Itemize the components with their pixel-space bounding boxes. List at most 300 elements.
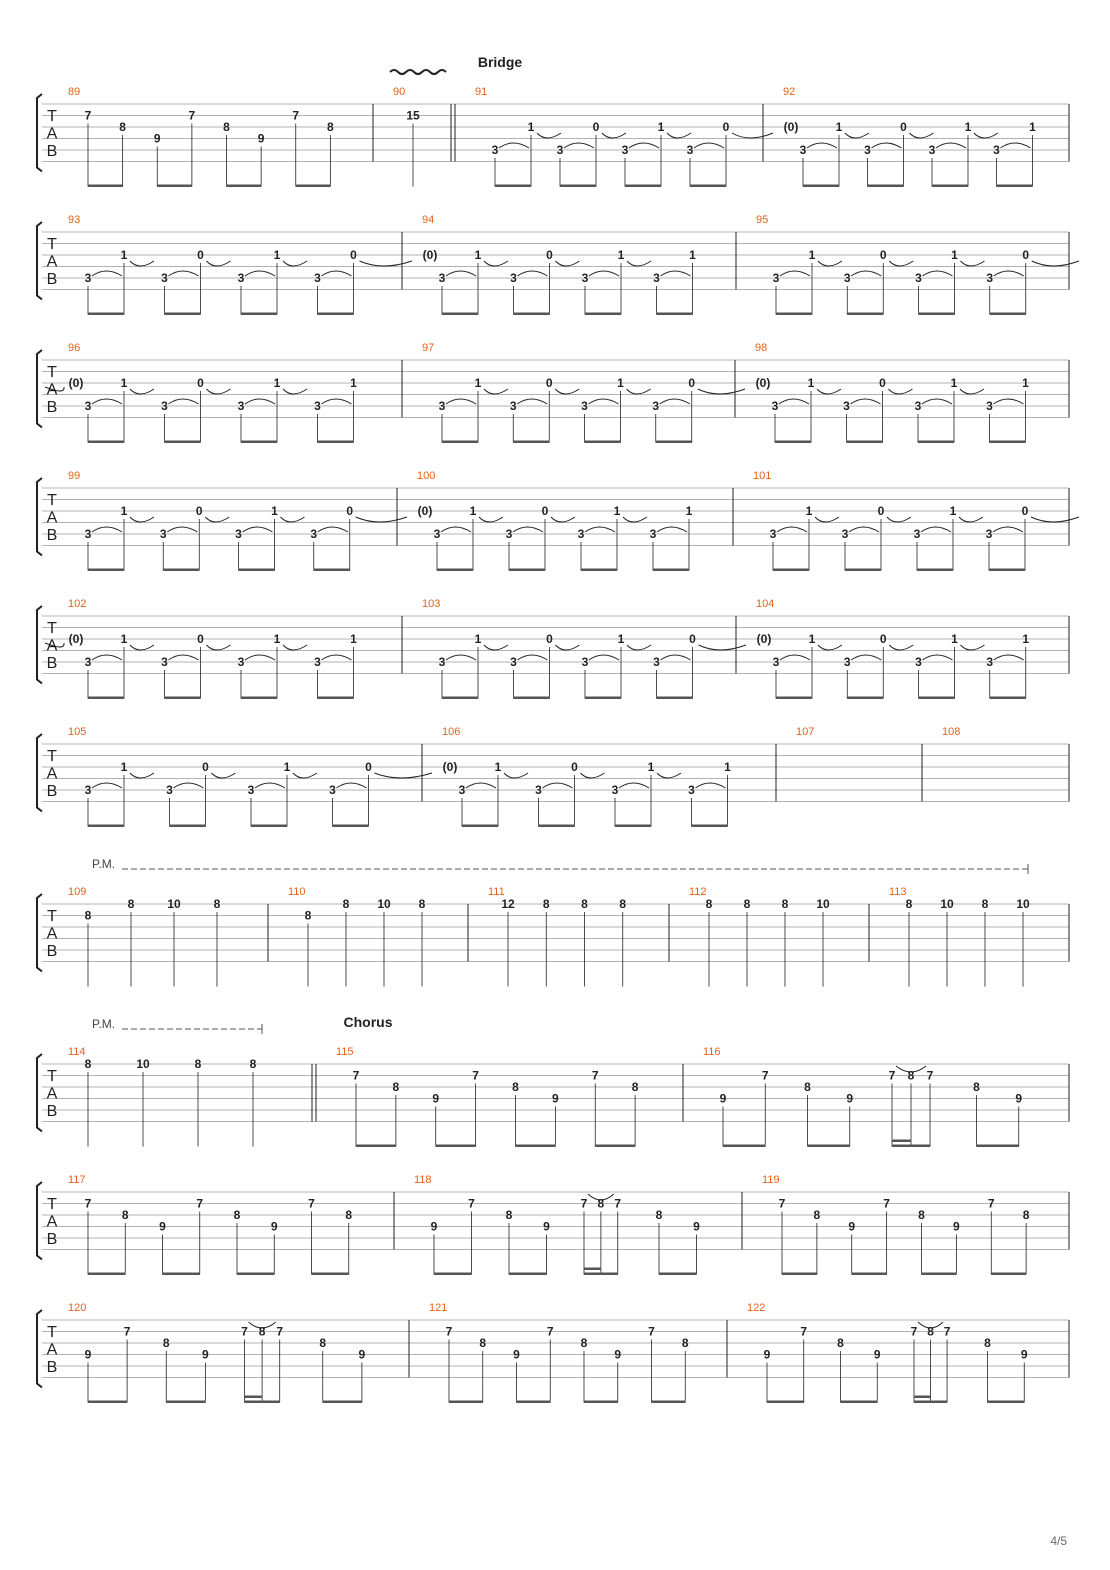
tab-clef-letter: T (47, 236, 57, 253)
measure-number: 102 (68, 598, 87, 610)
beam (625, 185, 661, 188)
vibrato-mark (390, 70, 446, 74)
beam (653, 569, 689, 572)
tab-clef-letter: B (46, 399, 58, 416)
fret-number: 9 (159, 1219, 166, 1234)
tab-system (37, 598, 1069, 699)
let-ring-slur (245, 399, 275, 404)
let-ring-slur (446, 271, 476, 276)
tie-slur (627, 389, 651, 394)
system-bracket (37, 734, 42, 812)
fret-number: 3 (84, 527, 92, 541)
fret-number: 1 (120, 248, 128, 262)
system-bracket (37, 94, 42, 172)
fret-number: 3 (438, 399, 446, 413)
let-ring-slur (807, 143, 837, 148)
measure-number: 119 (762, 1174, 780, 1186)
let-ring-slur (92, 271, 122, 276)
beam (513, 441, 549, 444)
tie-slur (537, 133, 561, 138)
fret-number: 7 (926, 1068, 934, 1083)
beam (585, 313, 621, 316)
let-ring-slur (564, 143, 594, 148)
tab-clef-letter: T (47, 1324, 57, 1341)
tab-system (37, 54, 1069, 187)
let-ring-slur (441, 527, 471, 532)
beam (917, 569, 953, 572)
fret-number: 9 (846, 1091, 854, 1106)
beam (314, 569, 350, 572)
tie-slur (212, 773, 236, 778)
fret-number: 1 (494, 760, 502, 774)
fret-number: 7 (196, 1196, 204, 1211)
fret-number: 9 (763, 1347, 771, 1362)
fret-number: 8 (392, 1080, 400, 1094)
let-ring-slur (936, 143, 966, 148)
fret-number: 0 (879, 248, 887, 262)
tie-slur (581, 773, 605, 778)
beam (88, 1273, 125, 1276)
let-ring-slur (518, 271, 548, 276)
let-ring-slur (780, 271, 810, 276)
fret-number: (0) (756, 632, 772, 646)
beam-sixteenth (584, 1268, 601, 1271)
measure-number: 114 (68, 1046, 86, 1058)
tab-clef-letter: A (46, 125, 58, 143)
beam (990, 697, 1026, 700)
tab-clef-letter: B (46, 943, 58, 960)
tab-system (37, 1302, 1069, 1403)
let-ring-slur (322, 655, 352, 660)
fret-number: 0 (197, 632, 204, 646)
beam (560, 185, 596, 188)
fret-number: 7 (614, 1196, 622, 1211)
beam (585, 697, 621, 700)
fret-number: 8 (121, 1208, 129, 1222)
fret-number: 3 (581, 271, 589, 285)
fret-number: 9 (848, 1219, 856, 1234)
fret-number: 9 (693, 1219, 700, 1234)
measure-number: 101 (753, 470, 772, 482)
fret-number: 1 (808, 248, 816, 262)
beam (241, 313, 277, 316)
fret-number: 1 (617, 248, 625, 262)
fret-number: 10 (377, 897, 391, 911)
fret-number: 8 (813, 1208, 821, 1222)
beam (241, 697, 277, 700)
fret-number: 8 (981, 897, 989, 911)
fret-number: 8 (905, 897, 913, 911)
beam (165, 441, 201, 444)
fret-number: 3 (505, 527, 513, 541)
fret-number: 1 (647, 760, 655, 774)
fret-number: 1 (273, 632, 281, 646)
fret-number: 1 (1022, 376, 1029, 390)
fret-number: 3 (491, 143, 499, 157)
tie-slur (845, 133, 869, 138)
fret-number: 8 (194, 1057, 202, 1071)
let-ring-slur (589, 271, 619, 276)
beam (919, 697, 955, 700)
fret-number: 0 (1021, 504, 1029, 518)
tie-slur (281, 517, 305, 522)
fret-number: 9 (873, 1347, 881, 1362)
fret-number: 0 (722, 120, 730, 134)
section-label: Chorus (343, 1014, 393, 1030)
measure-number: 111 (488, 886, 505, 898)
fret-number: 0 (1022, 248, 1030, 262)
fret-number: 1 (724, 760, 731, 774)
fret-number: 0 (546, 248, 553, 262)
tab-clef-letter: A (46, 1341, 58, 1359)
beam (841, 1401, 878, 1404)
tie-slur (479, 517, 503, 522)
fret-number: 10 (816, 897, 830, 911)
beam (847, 441, 883, 444)
fret-number: 1 (273, 376, 281, 390)
beam (847, 313, 883, 316)
beam (163, 1273, 200, 1276)
fret-number: 1 (120, 760, 128, 774)
tie-slur (283, 389, 307, 394)
beam (782, 1273, 817, 1276)
palm-mute-label: P.M. (92, 1017, 116, 1031)
fret-number: 8 (781, 897, 789, 911)
fret-number: 0 (689, 632, 696, 646)
tie-slur (623, 517, 647, 522)
beam (919, 313, 955, 316)
tie-slur (556, 645, 580, 650)
system-bracket (37, 606, 42, 684)
fret-number: 7 (987, 1196, 995, 1211)
tie-slur (627, 261, 651, 266)
fret-number: 0 (202, 760, 209, 774)
beam (318, 441, 354, 444)
beam (462, 825, 498, 828)
fret-number: 1 (835, 120, 843, 134)
beam (659, 1273, 697, 1276)
system-bracket (37, 1310, 42, 1388)
tab-clef-letter: A (46, 765, 58, 783)
measure-number: 104 (756, 598, 775, 610)
fret-number: 8 (973, 1080, 980, 1094)
measure-number: 110 (288, 886, 306, 898)
fret-number: 3 (237, 271, 245, 285)
measure-number: 105 (68, 726, 87, 738)
fret-number: 8 (223, 120, 230, 134)
tab-clef-letter: B (46, 1359, 58, 1376)
fret-number: 10 (136, 1057, 150, 1071)
fret-number: 0 (350, 248, 357, 262)
beam (436, 1145, 476, 1148)
beam (539, 825, 575, 828)
beam (88, 313, 124, 316)
tie-slur (484, 389, 508, 394)
fret-number: 3 (237, 655, 245, 669)
measure-number: 98 (755, 342, 768, 354)
tie-slur (283, 645, 307, 650)
fret-number: 7 (84, 1196, 92, 1211)
beam (514, 313, 550, 316)
measure-number: 91 (475, 86, 488, 98)
fret-number: 3 (581, 399, 588, 413)
fret-number: 3 (161, 655, 168, 669)
fret-number: 3 (688, 783, 695, 797)
tab-clef-letter: A (46, 925, 58, 943)
beam (88, 825, 124, 828)
tie-slur (818, 645, 842, 650)
measure-number: 103 (422, 598, 441, 610)
beam (988, 1401, 1025, 1404)
system-bracket (37, 478, 42, 556)
fret-number: 7 (308, 1196, 315, 1211)
beam (166, 1401, 205, 1404)
let-ring-slur (243, 527, 273, 532)
beam (584, 1401, 618, 1404)
let-ring-slur (872, 143, 902, 148)
fret-number: 1 (469, 504, 477, 518)
measure-number: 92 (783, 86, 796, 98)
tab-clef-letter: T (47, 1196, 57, 1213)
fret-number: 3 (772, 655, 780, 669)
beam (434, 1273, 472, 1276)
fret-number: 9 (153, 131, 161, 146)
beam (170, 825, 206, 828)
fret-number: 0 (346, 504, 354, 518)
fret-number: 3 (535, 783, 542, 797)
fret-number: 0 (197, 248, 204, 262)
tie-slur (356, 517, 407, 522)
tie-slur (551, 517, 575, 522)
tie-slur (889, 389, 913, 394)
fret-number: 8 (84, 908, 92, 923)
let-ring-slur (923, 655, 953, 660)
tie-slur (959, 517, 983, 522)
beam (495, 185, 531, 188)
measure-number: 107 (796, 726, 815, 738)
beam (585, 441, 621, 444)
beam (847, 697, 883, 700)
let-ring-slur (92, 527, 122, 532)
beam (251, 825, 287, 828)
fret-number: 8 (631, 1080, 639, 1094)
let-ring-slur (169, 399, 199, 404)
fret-number: 3 (237, 399, 245, 413)
beam (509, 1273, 547, 1276)
let-ring-slur (851, 399, 881, 404)
tie-slur (205, 517, 229, 522)
beam (615, 825, 651, 828)
fret-number: 3 (84, 783, 92, 797)
fret-number: 7 (468, 1196, 475, 1211)
tie-slur (293, 773, 317, 778)
fret-number: 0 (545, 376, 553, 390)
tie-slur (207, 389, 231, 394)
measure-number: 106 (442, 726, 461, 738)
beam (584, 1273, 618, 1276)
let-ring-slur (849, 527, 879, 532)
beam (514, 697, 550, 700)
fret-number: 9 (513, 1347, 520, 1362)
tab-system (37, 214, 1079, 315)
beam (163, 569, 199, 572)
system-bracket (37, 894, 42, 972)
fret-number: 3 (843, 271, 851, 285)
system-bracket (37, 222, 42, 300)
let-ring-slur (446, 399, 476, 404)
let-ring-slur (777, 527, 807, 532)
let-ring-slur (660, 399, 690, 404)
beam (991, 1273, 1026, 1276)
fret-number: (0) (68, 632, 84, 646)
beam (442, 313, 478, 316)
fret-number: 12 (501, 897, 515, 911)
beam (318, 313, 354, 316)
fret-number: 3 (864, 143, 871, 157)
fret-number: 0 (879, 632, 887, 646)
let-ring-slur (169, 271, 199, 276)
tie-slur (667, 133, 691, 138)
beam (776, 313, 812, 316)
measure-number: 94 (422, 214, 435, 226)
measure-number: 97 (422, 342, 435, 354)
tab-clef-letter: B (46, 1103, 58, 1120)
fret-number: (0) (442, 760, 458, 774)
fret-number: 1 (949, 504, 957, 518)
beam (997, 185, 1033, 188)
tie-slur (130, 645, 154, 650)
fret-number: 7 (292, 108, 300, 123)
measure-number: 113 (889, 886, 907, 898)
fret-number: 7 (188, 108, 196, 123)
let-ring-slur (922, 399, 952, 404)
fret-number: 1 (807, 376, 815, 390)
fret-number: 7 (648, 1324, 655, 1339)
let-ring-slur (589, 399, 619, 404)
let-ring-slur (619, 783, 649, 788)
fret-number: 7 (276, 1324, 284, 1339)
beam (918, 441, 954, 444)
tie-slur (974, 133, 998, 138)
let-ring-slur (994, 271, 1024, 276)
let-ring-slur (779, 399, 809, 404)
let-ring-slur (322, 271, 352, 276)
tie-slur (815, 517, 839, 522)
let-ring-slur (92, 399, 122, 404)
beam (88, 185, 123, 188)
let-ring-slur (657, 527, 687, 532)
fret-number: 8 (233, 1208, 241, 1222)
fret-number: (0) (417, 504, 433, 518)
beam (990, 441, 1026, 444)
tab-clef-letter: A (46, 253, 58, 271)
fret-number: 3 (510, 271, 517, 285)
beam (989, 569, 1025, 572)
fret-number: 1 (951, 632, 958, 646)
let-ring-slur (322, 399, 352, 404)
beam (581, 569, 617, 572)
let-ring-slur (589, 655, 619, 660)
fret-number: 3 (986, 399, 993, 413)
let-ring-slur (337, 783, 367, 788)
fret-number: 8 (804, 1080, 811, 1094)
fret-number: 1 (273, 248, 281, 262)
measure-number: 112 (689, 886, 707, 898)
fret-number: 7 (943, 1324, 951, 1339)
fret-number: 1 (808, 632, 816, 646)
beam (773, 569, 809, 572)
fret-number: 0 (571, 760, 578, 774)
tab-clef-letter: B (46, 1231, 58, 1248)
fret-number: 0 (877, 504, 885, 518)
measure-number: 117 (68, 1174, 86, 1186)
fret-number: 3 (247, 783, 255, 797)
fret-number: 9 (358, 1347, 366, 1362)
beam (157, 185, 192, 188)
beam (442, 697, 478, 700)
beam (845, 569, 881, 572)
fret-number: 9 (257, 131, 265, 146)
fret-number: 7 (910, 1324, 918, 1339)
beam (767, 1401, 804, 1404)
tab-clef-letter: B (46, 527, 58, 544)
fret-number: 1 (1029, 120, 1036, 134)
fret-number: 1 (617, 376, 624, 390)
fret-number: 3 (843, 399, 850, 413)
let-ring-slur (993, 527, 1023, 532)
beam (652, 1401, 686, 1404)
let-ring-slur (629, 143, 659, 148)
tie-slur (207, 645, 231, 650)
fret-number: 1 (950, 376, 958, 390)
fret-number: 8 (342, 897, 350, 911)
measure-number: 89 (68, 86, 81, 98)
fret-number: 8 (918, 1208, 925, 1222)
let-ring-slur (255, 783, 285, 788)
fret-number: 8 (581, 897, 588, 911)
beam (88, 441, 124, 444)
fret-number: 3 (235, 527, 242, 541)
fret-number: 10 (1016, 897, 1030, 911)
fret-number: 8 (319, 1336, 327, 1350)
tab-clef-letter: B (46, 783, 58, 800)
measure-number: 120 (68, 1302, 87, 1314)
beam (88, 569, 124, 572)
fret-number: 7 (888, 1068, 896, 1083)
fret-number: 10 (940, 897, 954, 911)
beam (517, 1401, 551, 1404)
fret-number: 3 (913, 527, 921, 541)
beam (808, 1145, 850, 1148)
fret-number: 7 (546, 1324, 554, 1339)
measure-number: 122 (747, 1302, 766, 1314)
tie-slur (887, 517, 911, 522)
beam (990, 313, 1026, 316)
fret-number: 8 (119, 120, 126, 134)
let-ring-slur (167, 527, 197, 532)
tie-slur (732, 133, 773, 138)
fret-number: 8 (681, 1336, 689, 1350)
fret-number: 9 (202, 1347, 209, 1362)
measure-number: 95 (756, 214, 769, 226)
beam-sixteenth (892, 1140, 911, 1143)
measure-number: 93 (68, 214, 81, 226)
tab-clef-letter: A (46, 1085, 58, 1103)
tie-slur (556, 261, 580, 266)
tab-clef-letter: T (47, 620, 57, 637)
let-ring-slur (517, 399, 547, 404)
tie-slur (375, 773, 433, 778)
